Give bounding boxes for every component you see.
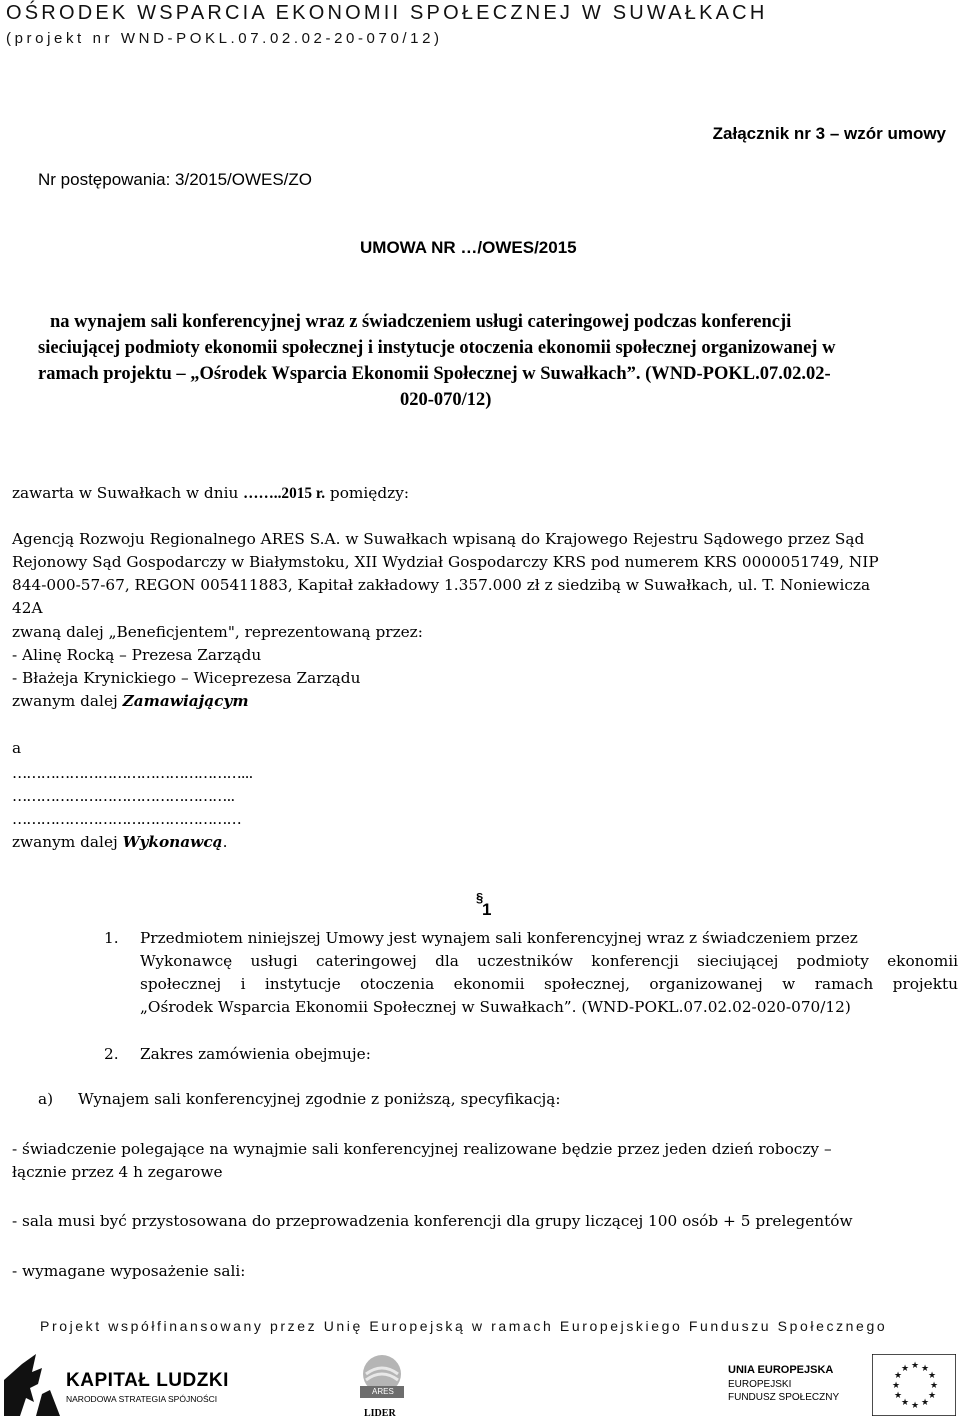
party2-role-suffix: .	[222, 833, 228, 851]
svg-text:★: ★	[901, 1398, 910, 1408]
sub-item-label: a)	[38, 1090, 54, 1108]
section-sign-icon: §	[476, 890, 484, 905]
svg-text:★: ★	[894, 1391, 903, 1401]
svg-text:★: ★	[928, 1391, 937, 1401]
kapital-ludzki-emblem-icon	[2, 1350, 62, 1418]
ares-name: ARES	[372, 1387, 394, 1396]
kapital-ludzki-name: KAPITAŁ LUDZKI	[66, 1370, 229, 1391]
svg-text:★: ★	[892, 1381, 901, 1391]
header-project-number: (projekt nr WND-POKL.07.02.02-20-070/12)	[6, 30, 443, 47]
party1-line: 42A	[12, 599, 43, 617]
party1-line: 844-000-57-67, REGON 005411883, Kapitał zakładowy 1.357.000 zł z siedzibą w Suwałkach, ul. T. Noniewicza	[12, 576, 871, 594]
party1-role	[12, 692, 249, 710]
svg-text:★: ★	[894, 1371, 903, 1381]
title-line: 020-070/12)	[400, 390, 492, 410]
item2-text: Zakres zamówienia obejmuje:	[140, 1045, 371, 1063]
bullet-line: łącznie przez 4 h zegarowe	[12, 1163, 223, 1181]
ares-logo	[350, 1352, 414, 1420]
item1-line: Przedmiotem niniejszej Umowy jest wynajem sali konferencyjnej wraz z świadczeniem przez	[140, 929, 858, 947]
eu-logo	[722, 1352, 958, 1418]
party1-line: Agencją Rozwoju Regionalnego ARES S.A. w Suwałkach wpisaną do Krajowego Rejestru Sądowego przez Sąd	[12, 530, 865, 548]
svg-text:★: ★	[930, 1381, 939, 1391]
svg-text:★: ★	[921, 1364, 930, 1374]
bullet-line: - świadczenie polegające na wynajmie sali konferencyjnej realizowane będzie przez jeden dzień roboczy –	[12, 1140, 832, 1158]
party2-placeholder: …………………………………………	[12, 810, 241, 828]
party2-placeholder: ………………………………………..	[12, 787, 235, 805]
party1-role-name: Zamawiającym	[122, 692, 249, 710]
party1-line: zwaną dalej „Beneficjentem", reprezentowaną przez:	[12, 623, 423, 641]
sub-item-text: Wynajem sali konferencyjnej zgodnie z poniższą, specyfikacją:	[78, 1090, 561, 1108]
concluded-suffix: pomiędzy:	[325, 484, 410, 502]
item1-line: Wykonawcę usługi cateringowej dla uczestników konferencji sieciującej podmioty ekonomii	[140, 952, 958, 970]
bullet-line: - sala musi być przystosowana do przeprowadzenia konferencji dla grupy liczącej 100 osób + 5 prelegentów	[12, 1212, 853, 1230]
party2-role	[12, 833, 227, 851]
contract-number: UMOWA NR …/OWES/2015	[360, 238, 577, 257]
svg-text:★: ★	[928, 1371, 937, 1381]
attachment-label: Załącznik nr 3 – wzór umowy	[712, 124, 946, 143]
eu-fund-line: EUROPEJSKI	[728, 1379, 792, 1390]
party1-line: Rejonowy Sąd Gospodarczy w Białymstoku, XII Wydział Gospodarczy KRS pod numerem KRS 0000051749, NIP	[12, 553, 879, 571]
footer-cofinancing: Projekt współfinansowany przez Unię Europejską w ramach Europejskiego Funduszu Społecznego	[40, 1318, 888, 1334]
lider-label: LIDER	[364, 1408, 396, 1419]
party2-placeholder: …………………………………………...	[12, 764, 253, 782]
section-heading: § 1	[476, 890, 492, 919]
eu-flag-icon	[872, 1354, 956, 1416]
concluded-line	[12, 484, 409, 503]
svg-text:★: ★	[911, 1401, 920, 1411]
kapital-ludzki-logo	[2, 1350, 229, 1418]
party2-role-prefix: zwanym dalej	[12, 833, 123, 851]
eu-fund-line: FUNDUSZ SPOŁECZNY	[728, 1392, 840, 1403]
kapital-ludzki-subtitle: NARODOWA STRATEGIA SPÓJNOŚCI	[66, 1394, 218, 1404]
party1-representative: - Błażeja Krynickiego – Wiceprezesa Zarządu	[12, 669, 361, 687]
party1-representative: - Alinę Rocką – Prezesa Zarządu	[12, 646, 262, 664]
proceeding-number: Nr postępowania: 3/2015/OWES/ZO	[38, 170, 313, 189]
bullet-line: - wymagane wyposażenie sali:	[12, 1262, 246, 1280]
svg-text:★: ★	[921, 1398, 930, 1408]
party2-conjunction: a	[12, 739, 22, 757]
item-number: 1.	[104, 929, 119, 947]
eu-name: UNIA EUROPEJSKA	[728, 1364, 834, 1376]
party1-role-prefix: zwanym dalej	[12, 692, 123, 710]
svg-text:★: ★	[911, 1361, 920, 1371]
party2-role-name: Wykonawcą	[122, 833, 223, 851]
title-line: sieciującej podmioty ekonomii społecznej i instytucje otoczenia ekonomii społecznej organizowanej w	[38, 338, 836, 358]
item-number: 2.	[104, 1045, 119, 1063]
concluded-prefix: zawarta w Suwałkach w dniu	[12, 484, 244, 502]
title-line: na wynajem sali konferencyjnej wraz z świadczeniem usługi cateringowej podczas konferencji	[50, 312, 792, 332]
item1-line: społecznej i instytucje otoczenia ekonomii społecznej, organizowanej w ramach projektu	[140, 975, 958, 993]
svg-text:★: ★	[901, 1364, 910, 1374]
item1-line: „Ośrodek Wsparcia Ekonomii Społecznej w Suwałkach”. (WND-POKL.07.02.02-020-070/12)	[140, 998, 851, 1016]
header-organization: OŚRODEK WSPARCIA EKONOMII SPOŁECZNEJ W SUWAŁKACH	[6, 2, 768, 24]
title-line: ramach projektu – „Ośrodek Wsparcia Ekonomii Społecznej w Suwałkach”. (WND-POKL.07.02.02-	[38, 364, 831, 384]
concluded-date: ……..2015 r.	[243, 485, 326, 502]
